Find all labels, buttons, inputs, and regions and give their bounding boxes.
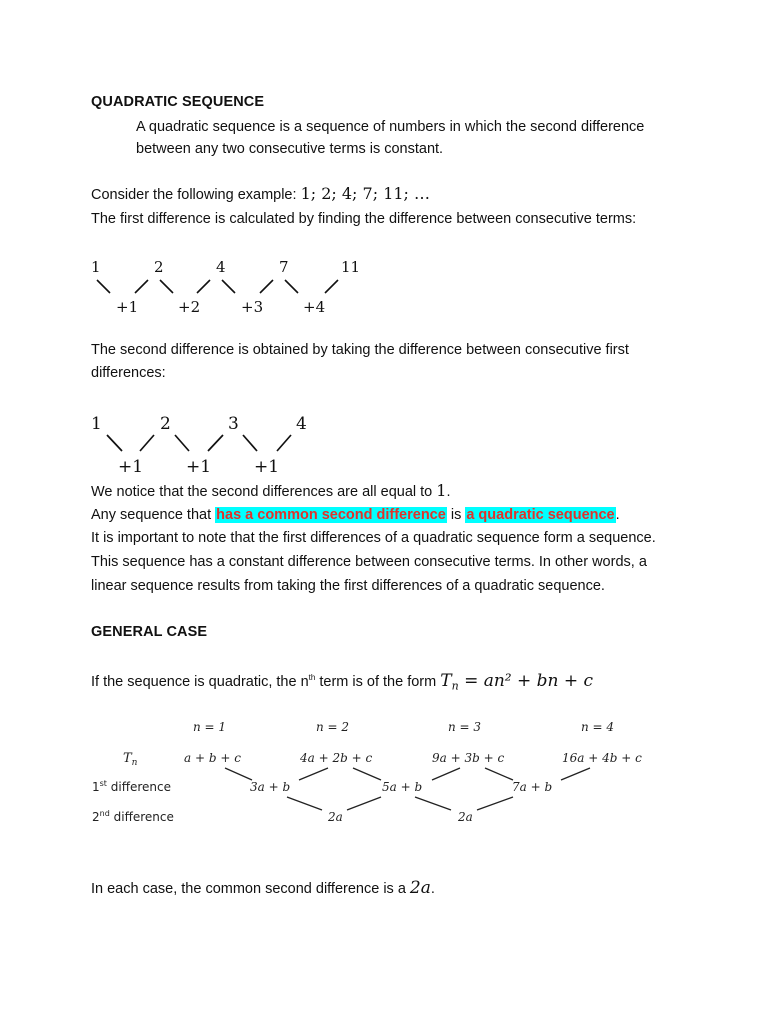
- diagram2-term: 3: [228, 414, 239, 434]
- general-case-table: [85, 712, 665, 832]
- diagram1-diff: +1: [116, 298, 139, 316]
- important-line-1: It is important to note that the first differences of a quadratic sequence form a sequence.: [91, 530, 656, 546]
- diagram1-term: 4: [216, 258, 226, 276]
- diagram2-term: 4: [296, 414, 307, 434]
- important-line-2: This sequence has a constant difference between consecutive terms. In other words, a: [91, 554, 647, 570]
- n-label: n = 1: [193, 720, 227, 734]
- formula-lhs: T: [440, 670, 452, 691]
- heading-general-case: GENERAL CASE: [91, 624, 208, 640]
- second-difference-value: 2a: [458, 810, 473, 824]
- general-mid: term is of the form: [315, 673, 441, 690]
- diagram2-diff: +1: [118, 457, 144, 477]
- tn-value: a + b + c: [184, 751, 241, 765]
- definition-mid: is: [446, 507, 466, 523]
- general-prefix: If the sequence is quadratic, the n: [91, 673, 309, 690]
- consider-prefix: Consider the following example:: [91, 187, 301, 203]
- final-suffix: .: [430, 881, 435, 897]
- diagram2-diff: +1: [186, 457, 212, 477]
- tn-value: 16a + 4b + c: [562, 751, 642, 765]
- second-difference-diagram: [85, 410, 325, 480]
- definition-prefix: Any sequence that: [91, 507, 216, 523]
- tn-value: 4a + 2b + c: [300, 751, 373, 765]
- diagram2-diff: +1: [254, 457, 280, 477]
- tn-value: 9a + 3b + c: [432, 751, 505, 765]
- general-sup: th: [308, 673, 316, 682]
- first-difference-label: 1st difference: [92, 779, 172, 794]
- diagram1-term: 2: [154, 258, 164, 276]
- final-value: 2a: [409, 878, 431, 898]
- table-connectors-second: [287, 797, 513, 810]
- first-difference-value: 3a + b: [250, 780, 291, 794]
- important-line-3: linear sequence results from taking the first differences of a quadratic sequence.: [91, 578, 605, 594]
- diagram1-term: 1: [91, 258, 101, 276]
- diagram2-term: 1: [91, 414, 102, 434]
- notice-suffix: .: [446, 484, 451, 500]
- diagram1-diff: +4: [303, 298, 326, 316]
- first-difference-value: 7a + b: [512, 780, 553, 794]
- second-difference-value: 2a: [328, 810, 343, 824]
- formula-rhs: = an² + bn + c: [458, 670, 594, 691]
- intro-line-1: A quadratic sequence is a sequence of numbers in which the second difference: [136, 119, 645, 135]
- heading-quadratic-sequence: QUADRATIC SEQUENCE: [91, 94, 265, 110]
- first-difference-diagram: [85, 255, 385, 320]
- diagram1-connectors: [97, 280, 338, 293]
- diagram1-diff: +3: [241, 298, 264, 316]
- definition-suffix: .: [615, 507, 620, 523]
- notice-line: [91, 481, 451, 502]
- formula-sub: n: [451, 679, 459, 693]
- first-difference-text: The first difference is calculated by finding the difference between consecutive terms:: [91, 211, 637, 227]
- intro-line-2: between any two consecutive terms is constant.: [136, 141, 444, 157]
- first-difference-value: 5a + b: [382, 780, 423, 794]
- second-difference-line-2: differences:: [91, 365, 166, 381]
- n-label: n = 2: [316, 720, 350, 734]
- table-connectors-first: [225, 768, 590, 780]
- tn-row-label: $T_n$: [123, 751, 138, 768]
- diagram1-term: 7: [279, 258, 289, 276]
- notice-value: 1: [436, 481, 447, 500]
- n-label: n = 4: [581, 720, 615, 734]
- diagram2-connectors: [107, 435, 291, 451]
- highlight-quadratic-sequence: a quadratic sequence: [466, 507, 615, 523]
- highlight-common-second-difference: has a common second difference: [216, 507, 446, 523]
- n-label: n = 3: [448, 720, 482, 734]
- general-formula-line: [91, 668, 593, 697]
- diagram2-term: 2: [160, 414, 171, 434]
- diagram1-diff: +2: [178, 298, 201, 316]
- example-terms: 1; 2; 4; 7; 11; …: [300, 184, 431, 203]
- diagram1-term: 11: [341, 258, 361, 276]
- definition-line: [91, 505, 620, 525]
- second-difference-line-1: The second difference is obtained by taking the difference between consecutive first: [91, 342, 629, 358]
- notice-prefix: We notice that the second differences are all equal to: [91, 484, 437, 500]
- final-line: [91, 878, 435, 899]
- final-prefix: In each case, the common second difference is a: [91, 881, 410, 897]
- consider-example-line: [91, 184, 430, 205]
- second-difference-label: 2nd difference: [92, 809, 174, 824]
